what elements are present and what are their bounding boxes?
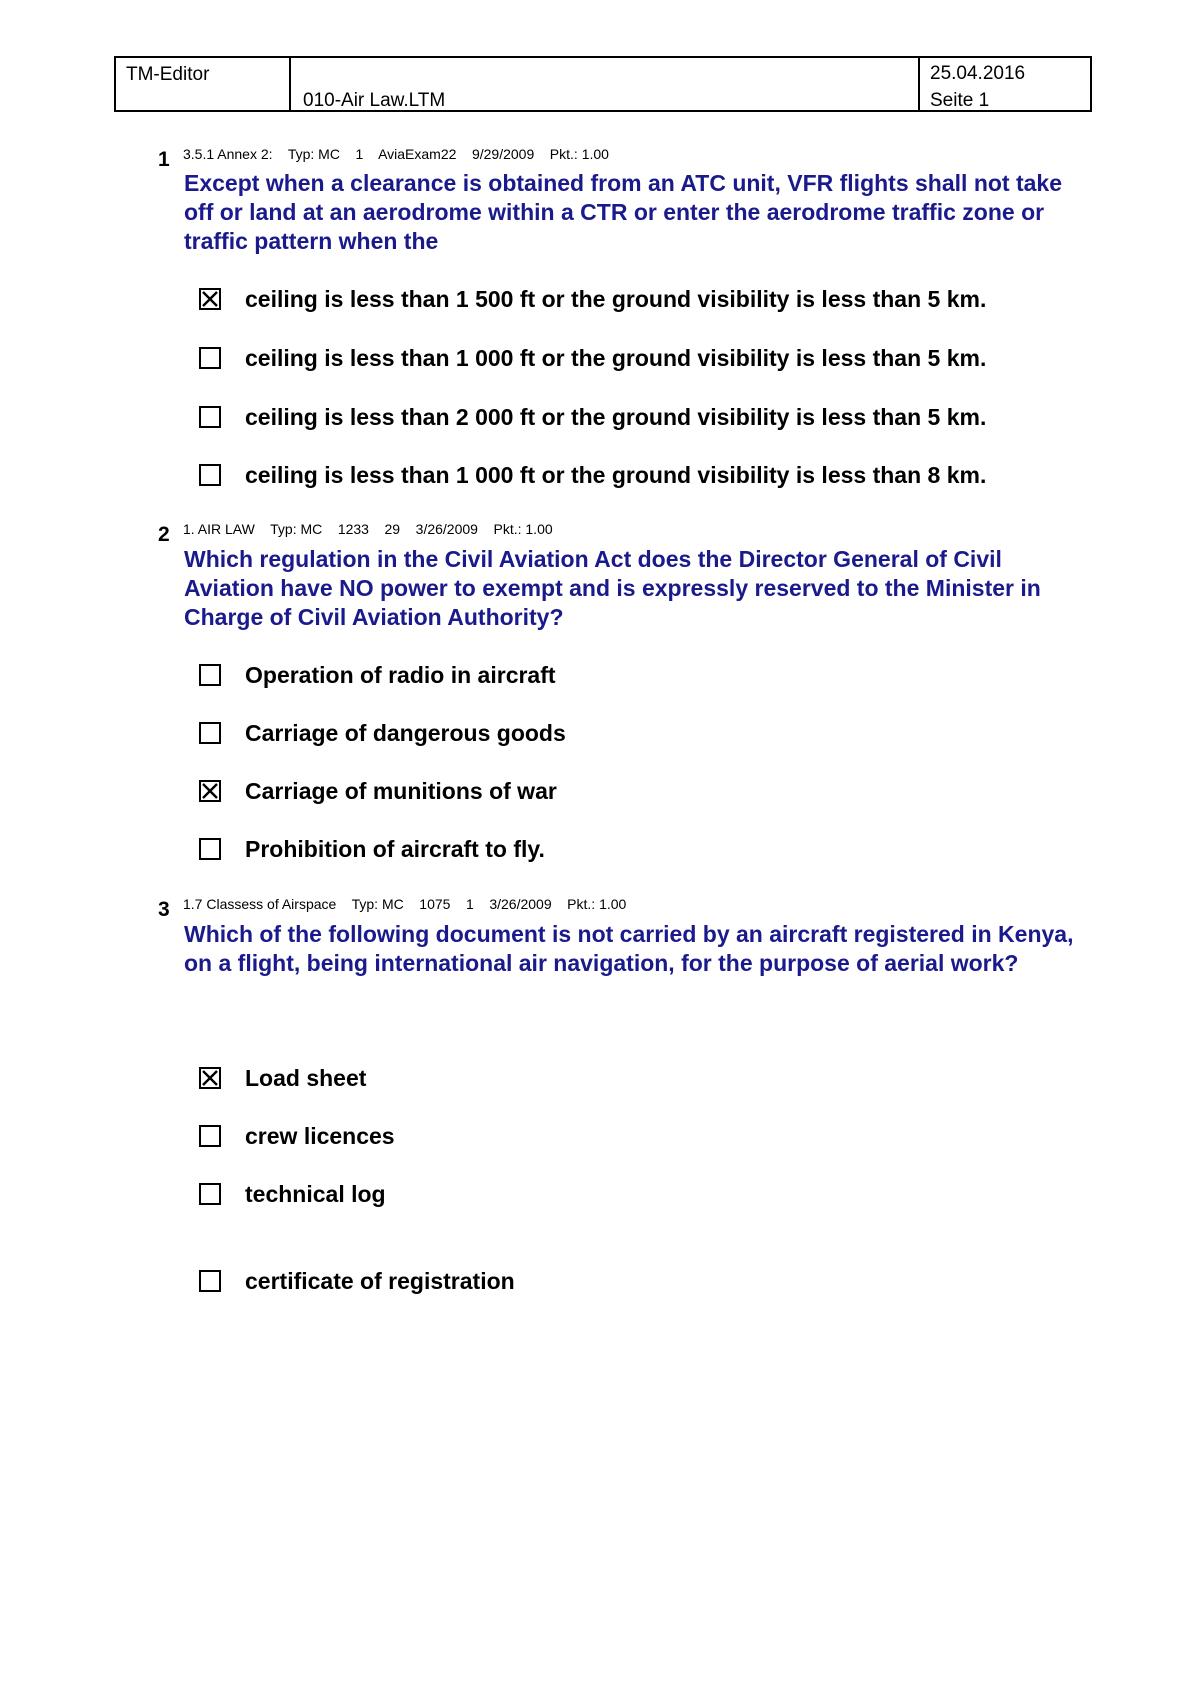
- checkbox-icon[interactable]: [199, 838, 221, 860]
- question-text: Which of the following document is not carried by an aircraft registered in Kenya, on a flight, being international air navigation, for the purpose of aerial work?: [184, 921, 1074, 976]
- answer-label: Prohibition of aircraft to fly.: [245, 835, 545, 862]
- question-meta: 1.7 Classess of Airspace Typ: MC 1075 1 3/26/2009 Pkt.: 1.00: [183, 896, 627, 912]
- checkbox-checked-icon[interactable]: [199, 288, 221, 310]
- answer-label: technical log: [245, 1180, 386, 1207]
- answer-option[interactable]: [199, 343, 986, 373]
- answer-label: ceiling is less than 2 000 ft or the ground visibility is less than 5 km.: [245, 403, 987, 430]
- question-number: 2: [158, 523, 170, 546]
- answer-option[interactable]: [199, 834, 545, 864]
- question-number: 1: [158, 148, 170, 171]
- answer-label: Carriage of munitions of war: [245, 777, 557, 804]
- checkbox-icon[interactable]: [199, 464, 221, 486]
- header-file-cell: [291, 58, 920, 110]
- header-app-name: TM-Editor: [126, 64, 210, 85]
- header-file-name: 010-Air Law.LTM: [303, 90, 446, 111]
- checkbox-icon[interactable]: [199, 664, 221, 686]
- answer-option[interactable]: [199, 1063, 366, 1093]
- question-number: 3: [158, 898, 170, 921]
- answer-option[interactable]: [199, 1179, 386, 1209]
- answer-option[interactable]: [199, 776, 557, 806]
- answer-option[interactable]: [199, 1266, 515, 1296]
- answer-option[interactable]: [199, 460, 986, 490]
- answer-option[interactable]: [199, 284, 986, 314]
- answer-label: ceiling is less than 1 000 ft or the ground visibility is less than 5 km.: [245, 344, 987, 371]
- question-text: Which regulation in the Civil Aviation Act does the Director General of Civil Aviation have NO power to exempt and is expressly reserved to the Minister in Charge of Civil Aviation Authority?: [184, 546, 1041, 630]
- header-app-cell: [116, 58, 291, 110]
- question-text: Except when a clearance is obtained from an ATC unit, VFR flights shall not take off or land at an aerodrome within a CTR or enter the aerodrome traffic zone or traffic pattern when the: [184, 170, 1062, 254]
- checkbox-icon[interactable]: [199, 1270, 221, 1292]
- answer-label: Operation of radio in aircraft: [245, 661, 556, 688]
- answer-label: crew licences: [245, 1122, 395, 1149]
- answer-option[interactable]: [199, 660, 556, 690]
- checkbox-icon[interactable]: [199, 722, 221, 744]
- answer-label: certificate of registration: [245, 1267, 515, 1294]
- question-meta: 3.5.1 Annex 2: Typ: MC 1 AviaExam22 9/29/2009 Pkt.: 1.00: [183, 146, 609, 162]
- answer-option[interactable]: [199, 718, 566, 748]
- header-date-cell: [920, 58, 1090, 110]
- document-header: [114, 56, 1092, 112]
- header-date: 25.04.2016: [930, 63, 1026, 84]
- answer-label: Carriage of dangerous goods: [245, 719, 566, 746]
- header-page: Seite 1: [930, 90, 990, 111]
- checkbox-icon[interactable]: [199, 347, 221, 369]
- answer-option[interactable]: [199, 1121, 395, 1151]
- answer-label: ceiling is less than 1 500 ft or the ground visibility is less than 5 km.: [245, 285, 987, 312]
- checkbox-icon[interactable]: [199, 1183, 221, 1205]
- checkbox-icon[interactable]: [199, 1125, 221, 1147]
- answer-label: Load sheet: [245, 1064, 367, 1091]
- answer-option[interactable]: [199, 402, 986, 432]
- checkbox-checked-icon[interactable]: [199, 780, 221, 802]
- answer-label: ceiling is less than 1 000 ft or the ground visibility is less than 8 km.: [245, 461, 987, 488]
- checkbox-icon[interactable]: [199, 406, 221, 428]
- question-meta: 1. AIR LAW Typ: MC 1233 29 3/26/2009 Pkt.: 1.00: [183, 521, 553, 537]
- checkbox-checked-icon[interactable]: [199, 1067, 221, 1089]
